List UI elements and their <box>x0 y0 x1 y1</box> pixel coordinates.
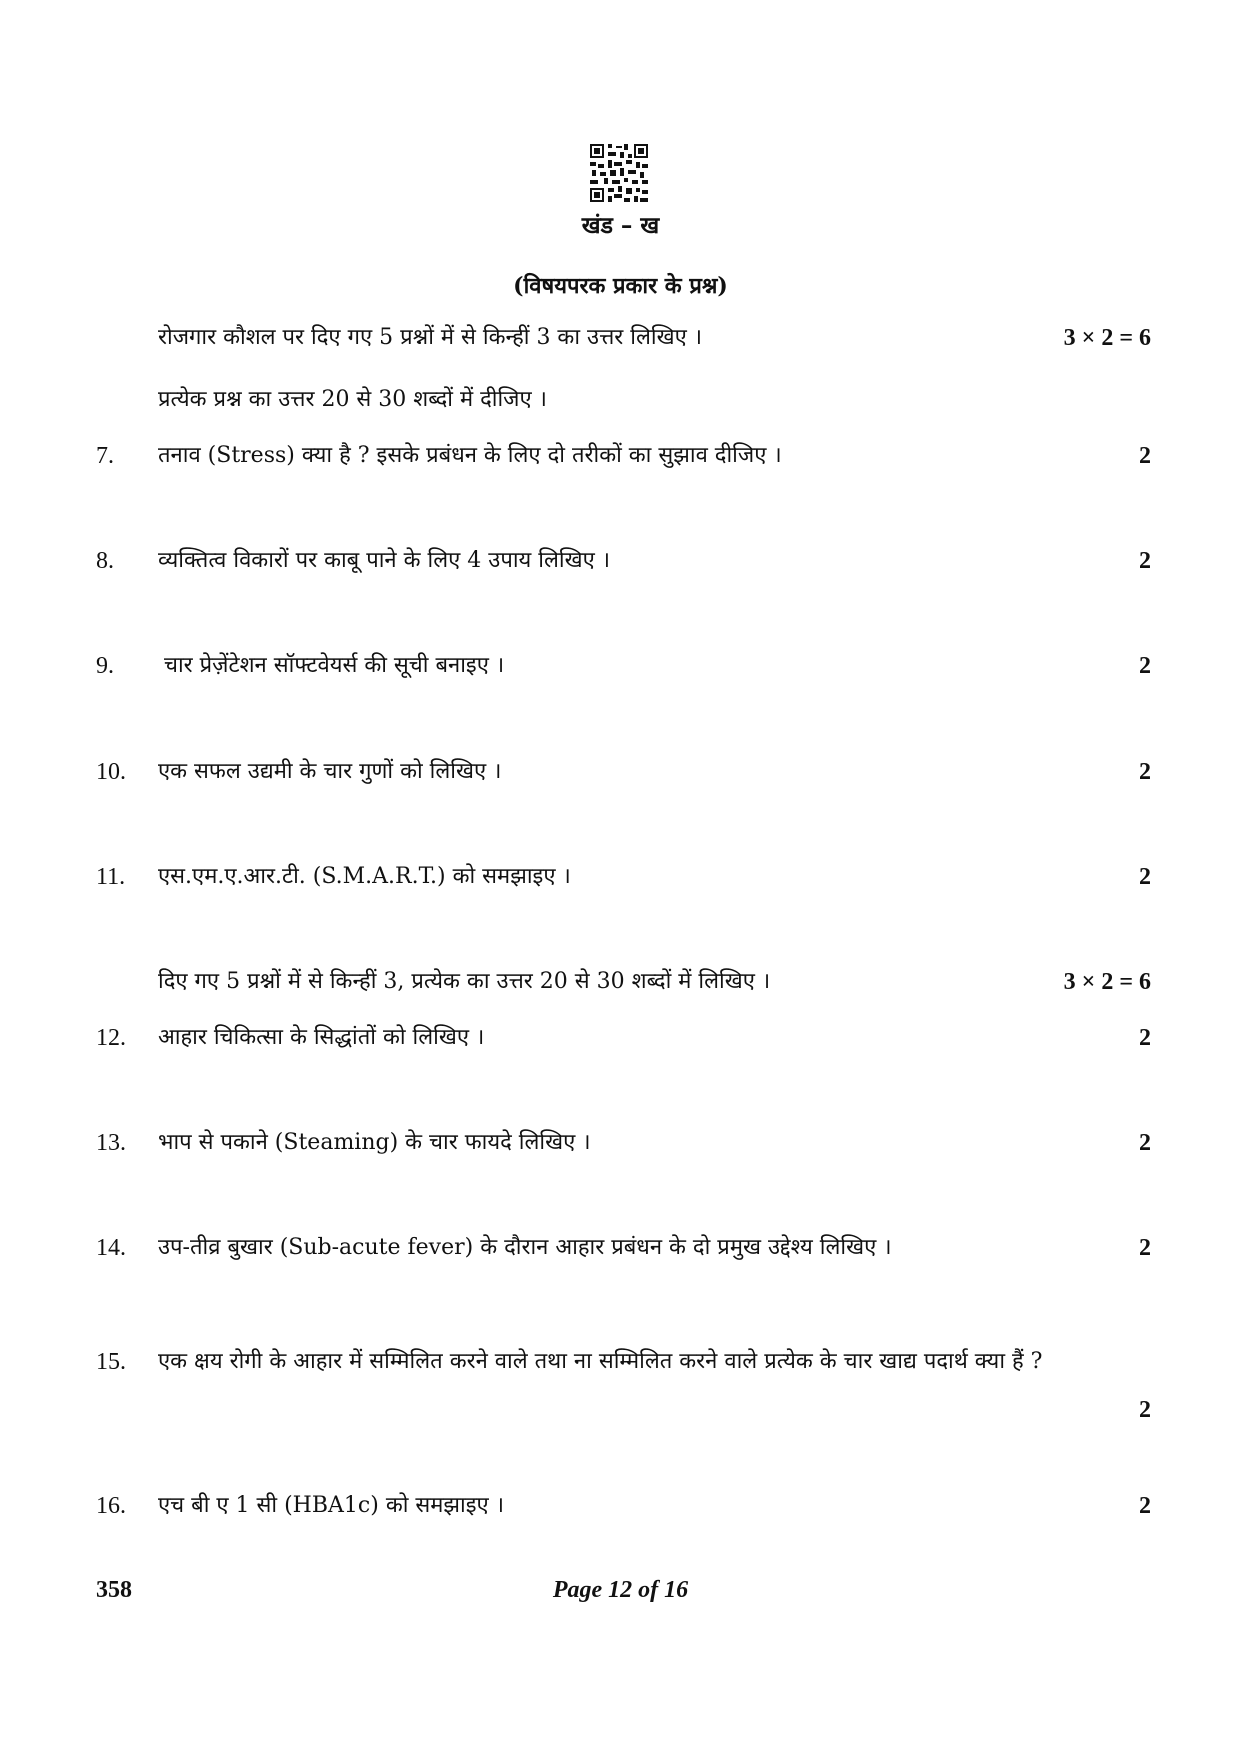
question-marks: 2 <box>1139 1235 1151 1261</box>
question-marks: 2 <box>1139 759 1151 785</box>
question-text: उप-तीव्र बुखार (Sub-acute fever) के दौरान आहार प्रबंधन के दो प्रमुख उद्देश्य लिखिए । <box>158 1235 892 1260</box>
question-text: व्यक्तित्व विकारों पर काबू पाने के लिए 4 उपाय लिखिए । <box>158 548 611 573</box>
question-marks: 2 <box>1139 1397 1151 1423</box>
question-number: 15. <box>96 1349 126 1375</box>
section-subtitle: (विषयपरक प्रकार के प्रश्न) <box>513 273 728 299</box>
instruction-marks: 3 × 2 = 6 <box>1063 325 1151 351</box>
question-marks: 2 <box>1139 864 1151 890</box>
question-marks: 2 <box>1139 1130 1151 1156</box>
question-number: 11. <box>96 864 126 890</box>
question-text: एक सफल उद्यमी के चार गुणों को लिखिए । <box>158 759 502 784</box>
instruction-marks: 3 × 2 = 6 <box>1063 969 1151 995</box>
instruction-text: रोजगार कौशल पर दिए गए 5 प्रश्नों में से किन्हीं 3 का उत्तर लिखिए । <box>158 325 703 350</box>
qr-code-icon <box>590 144 648 202</box>
section-title: खंड – ख <box>581 212 660 239</box>
question-marks: 2 <box>1139 1025 1151 1051</box>
page-number: Page 12 of 16 <box>552 1577 689 1603</box>
paper-code: 358 <box>96 1577 132 1603</box>
instruction-text: दिए गए 5 प्रश्नों में से किन्हीं 3, प्रत्येक का उत्तर 20 से 30 शब्दों में लिखिए । <box>158 969 771 994</box>
question-text: एस.एम.ए.आर.टी. (S.M.A.R.T.) को समझाइए । <box>158 864 571 889</box>
instruction-text: प्रत्येक प्रश्न का उत्तर 20 से 30 शब्दों में दीजिए । <box>158 387 547 412</box>
question-number: 10. <box>96 759 126 785</box>
question-number: 8. <box>96 548 114 574</box>
question-number: 7. <box>96 443 114 469</box>
question-marks: 2 <box>1139 653 1151 679</box>
question-number: 12. <box>96 1025 126 1051</box>
question-text: एक क्षय रोगी के आहार में सम्मिलित करने वाले तथा ना सम्मिलित करने वाले प्रत्येक के चार खाद्य पदार्थ क्या हैं ? <box>158 1349 1043 1374</box>
question-marks: 2 <box>1139 443 1151 469</box>
question-marks: 2 <box>1139 548 1151 574</box>
question-text: एच बी ए 1 सी (HBA1c) को समझाइए । <box>158 1493 505 1518</box>
question-number: 9. <box>96 653 114 679</box>
question-number: 16. <box>96 1493 126 1519</box>
question-number: 13. <box>96 1130 126 1156</box>
question-number: 14. <box>96 1235 126 1261</box>
question-text: तनाव (Stress) क्या है ? इसके प्रबंधन के लिए दो तरीकों का सुझाव दीजिए । <box>158 443 782 468</box>
question-text: भाप से पकाने (Steaming) के चार फायदे लिखिए । <box>158 1130 591 1155</box>
question-marks: 2 <box>1139 1493 1151 1519</box>
question-text: आहार चिकित्सा के सिद्धांतों को लिखिए । <box>158 1025 485 1050</box>
question-text: चार प्रेज़ेंटेशन सॉफ्टवेयर्स की सूची बनाइए । <box>164 653 505 678</box>
